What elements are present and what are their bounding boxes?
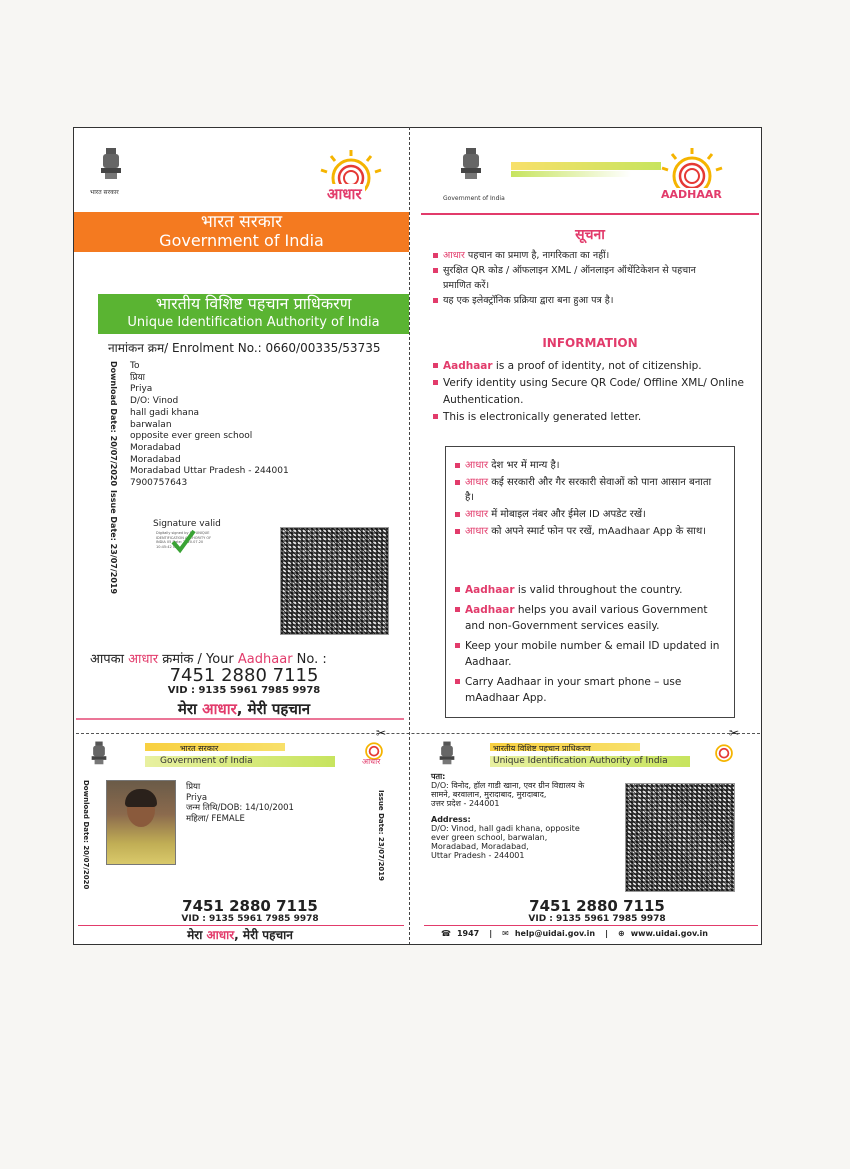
website: www.uidai.gov.in <box>630 929 708 938</box>
card-uidai-english: Unique Identification Authority of India <box>493 756 668 766</box>
address-label: Address: <box>431 815 471 824</box>
national-emblem-icon <box>96 146 126 184</box>
card-divider <box>424 925 758 926</box>
notice-item: सुरक्षित QR कोड / ऑफलाइन XML / ऑनलाइन ऑथेंटिकेशन से पहचान प्रमाणित करें। <box>433 263 723 293</box>
holder-name-hindi: प्रिया <box>186 782 201 792</box>
phone-number: 7900757643 <box>130 478 188 489</box>
address-line: D/O: Vinod <box>130 396 179 407</box>
card-gov-english: Government of India <box>160 756 253 766</box>
card-footer <box>441 929 708 938</box>
issue-date: Issue Date: 23/07/2019 <box>109 490 118 595</box>
address-line: barwalan <box>130 419 172 430</box>
scissors-icon: ✂ <box>729 726 740 740</box>
address-line: प्रिया <box>130 372 146 383</box>
uidai-hindi: भारतीय विशिष्ट पहचान प्राधिकरण <box>155 294 352 313</box>
holder-name: Priya <box>186 792 208 803</box>
address-line: Moradabad, Moradabad, <box>431 842 529 851</box>
card-issue-date: Issue Date: 23/07/2019 <box>377 790 385 882</box>
notice-item: यह एक इलेक्ट्रॉनिक प्रक्रिया द्वारा बना हुआ पत्र है। <box>433 293 723 308</box>
card-tagline: मेरा आधार, मेरी पहचान <box>187 928 293 942</box>
qr-code <box>280 527 389 635</box>
address-line: opposite ever green school <box>130 431 253 442</box>
holder-gender: महिला/ FEMALE <box>186 813 245 824</box>
card-back-aadhaar-number: 7451 2880 7115 <box>529 897 665 915</box>
card-logo-text: आधार <box>362 757 381 766</box>
card-holder-details <box>186 782 294 824</box>
box-item: आधार देश भर में मान्य है। <box>455 458 715 473</box>
card-vid: VID : 9135 5961 7985 9978 <box>181 914 319 924</box>
help-email: help@uidai.gov.in <box>514 929 596 938</box>
fold-line <box>409 127 410 945</box>
suchna-title: सूचना <box>575 227 605 243</box>
address-line: ever green school, barwalan, <box>431 833 548 842</box>
card-download-date: Download Date: 20/07/2020 <box>82 780 90 890</box>
card-aadhaar-number: 7451 2880 7115 <box>182 897 318 915</box>
enrolment-number: नामांकन क्रम/ Enrolment No.: 0660/00335/53735 <box>108 341 381 355</box>
address-line: To <box>130 361 140 371</box>
gov-hindi: भारत सरकार <box>200 212 283 232</box>
box-hindi-list <box>455 458 715 539</box>
notice-item: Verify identity using Secure QR Code/ Offline XML/ Online Authentication. <box>433 375 753 409</box>
cut-line <box>76 733 760 734</box>
notice-item: Aadhaar is a proof of identity, not of citizenship. <box>433 358 753 375</box>
address-line: D/O: Vinod, hall gadi khana, opposite <box>431 824 580 833</box>
notice-item: आधार पहचान का प्रमाण है, नागरिकता का नहीं। <box>433 248 723 263</box>
hindi-notice-list <box>433 248 723 308</box>
national-emblem-icon <box>436 740 458 768</box>
information-title: INFORMATION <box>542 336 638 350</box>
box-item: Carry Aadhaar in your smart phone – use mAadhaar App. <box>455 674 725 706</box>
uidai-band <box>98 294 409 334</box>
divider-line <box>76 718 404 720</box>
box-item: आधार में मोबाइल नंबर और ईमेल ID अपडेट रखें। <box>455 507 715 522</box>
holder-dob: जन्म तिथि/DOB: 14/10/2001 <box>186 803 294 813</box>
box-item: Aadhaar helps you avail various Government and non-Government services easily. <box>455 602 725 634</box>
aadhaar-logo-icon <box>706 740 742 762</box>
your-aadhaar-label: आपका आधार क्रमांक / Your Aadhaar No. : <box>90 652 327 667</box>
emblem-caption: Government of India <box>443 195 505 202</box>
address-line: Moradabad Uttar Pradesh - 244001 <box>130 466 289 477</box>
footer-separator: | <box>605 929 608 938</box>
gov-band <box>74 212 409 252</box>
address-block <box>130 361 289 490</box>
address-line: Moradabad <box>130 454 181 465</box>
tricolor-strip <box>511 171 631 177</box>
gov-english: Government of India <box>159 231 324 250</box>
uidai-english: Unique Identification Authority of India <box>127 315 380 330</box>
scissors-icon: ✂ <box>376 726 387 740</box>
phone-icon: ☎ <box>441 929 451 938</box>
card-address-hindi <box>431 772 584 808</box>
tricolor-strip <box>511 162 661 170</box>
box-item: आधार को अपने स्मार्ट फोन पर रखें, mAadhaar App के साथ। <box>455 524 715 539</box>
address-line: Priya <box>130 384 153 395</box>
card-gov-hindi: भारत सरकार <box>180 744 219 753</box>
address-line: hall gadi khana <box>130 407 200 418</box>
download-date: Download Date: 20/07/2020 <box>109 361 118 487</box>
signature-label: Signature valid <box>153 519 221 529</box>
footer-separator: | <box>489 929 493 938</box>
address-line: D/O: विनोद, हॉल गाडी खाना, एवर ग्रीन विद्यालय के <box>431 781 585 790</box>
english-notice-list <box>433 358 753 426</box>
hair-shape <box>125 789 157 807</box>
globe-icon: ⊕ <box>617 929 625 938</box>
national-emblem-icon <box>88 740 110 768</box>
card-uidai-hindi: भारतीय विशिष्ट पहचान प्राधिकरण <box>493 744 591 753</box>
aadhaar-logo-text: AADHAAR <box>661 188 722 201</box>
email-icon: ✉ <box>502 929 509 938</box>
address-label-hindi: पता: <box>431 772 446 781</box>
address-line: Uttar Pradesh - 244001 <box>431 851 525 860</box>
box-english-list <box>455 582 725 706</box>
national-emblem-icon <box>456 146 486 184</box>
address-line: Moradabad <box>130 442 181 453</box>
card-qr-code <box>625 783 735 892</box>
header-line <box>421 213 759 215</box>
emblem-caption: भारत सरकार <box>90 189 119 196</box>
box-item: Aadhaar is valid throughout the country. <box>455 582 725 598</box>
tagline: मेरा आधार, मेरी पहचान <box>177 700 311 718</box>
card-back-vid: VID : 9135 5961 7985 9978 <box>528 914 666 924</box>
aadhaar-number: 7451 2880 7115 <box>169 665 319 686</box>
address-line: उत्तर प्रदेश - 244001 <box>431 799 500 808</box>
box-item: आधार कई सरकारी और गैर सरकारी सेवाओं को पाना आसान बनाता है। <box>455 475 715 505</box>
helpline-number: 1947 <box>456 929 480 938</box>
notice-item: This is electronically generated letter. <box>433 409 753 426</box>
checkmark-icon <box>170 528 196 554</box>
address-line: सामने, बरवालान, मुरादाबाद, मुरादाबाद, <box>431 790 547 799</box>
aadhaar-logo-text: आधार <box>324 184 365 204</box>
vid-number: VID : 9135 5961 7985 9978 <box>167 685 321 696</box>
card-address-english <box>431 815 580 860</box>
sheet-bottom-border <box>76 944 760 945</box>
box-item: Keep your mobile number & email ID updated in Aadhaar. <box>455 638 725 670</box>
signature-detail: Digitally signed by DS UNIQUE IDENTIFICATION AUTHORITY OF INDIA 05 Date: 2020.07.20 10:45:42 IST <box>156 531 212 549</box>
holder-photo <box>106 780 176 865</box>
